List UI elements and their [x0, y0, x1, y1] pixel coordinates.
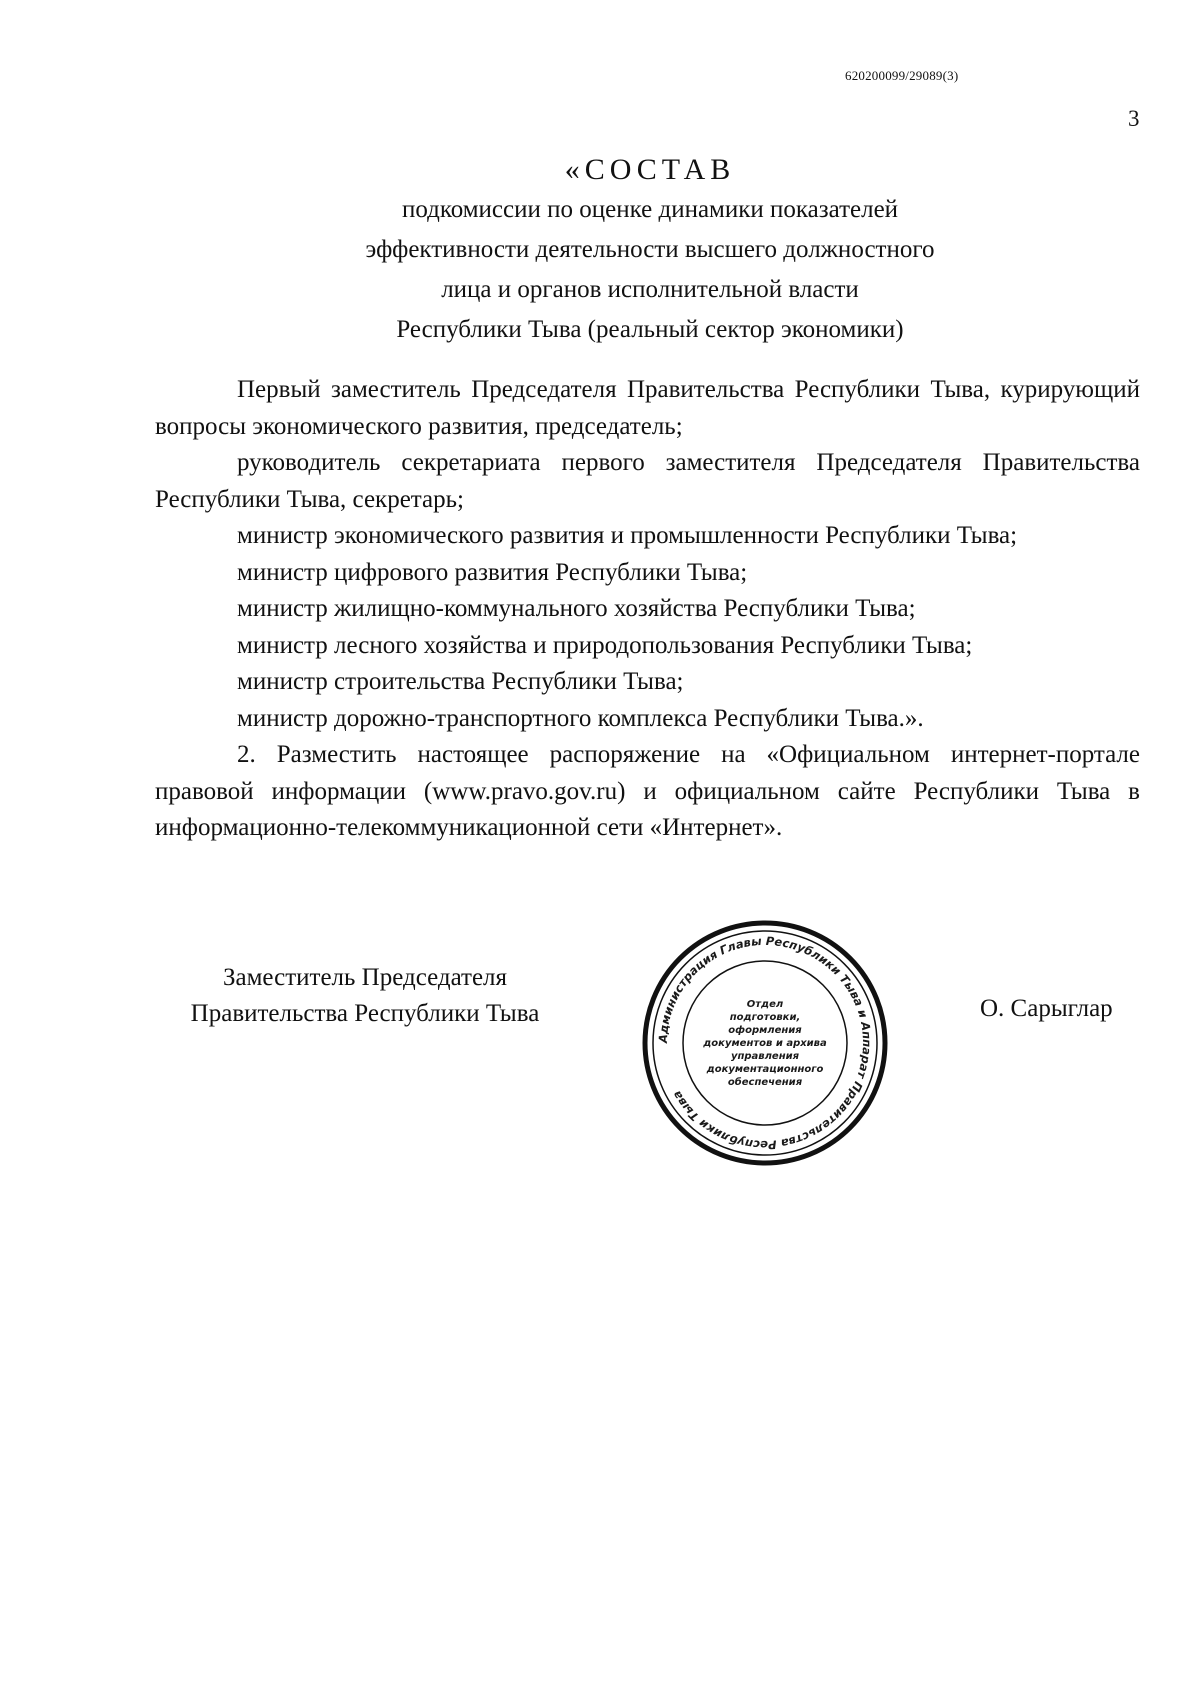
seal-center-line: оформления	[728, 1024, 802, 1036]
title-main: «СОСТАВ	[564, 153, 736, 186]
seal-center	[640, 918, 890, 1168]
body-paragraph: 2. Разместить настоящее распоряжение на «Официальном интернет-портале правовой информации (www.pravo.gov.ru) и официальном сайте Республики Тыва в информационно-телекоммуникационной сети «Интернет».	[155, 741, 1140, 841]
body-paragraph: министр жилищно-коммунального хозяйства Республики Тыва;	[237, 595, 916, 622]
title-block	[160, 150, 1140, 350]
signatory-position-line: Правительства Республики Тыва	[190, 1000, 540, 1027]
signatory-position	[160, 960, 570, 1032]
body-paragraph: руководитель секретариата первого заместителя Председателя Правительства Республики Тыва, секретарь;	[155, 449, 1140, 513]
document-body	[155, 372, 1140, 847]
body-paragraph: Первый заместитель Председателя Правительства Республики Тыва, курирующий вопросы экономического развития, председатель;	[155, 376, 1140, 440]
title-line: Республики Тыва (реальный сектор экономики)	[396, 316, 904, 343]
seal-center-line: обеспечения	[727, 1076, 803, 1088]
page-number: 3	[1128, 106, 1140, 131]
title-line: подкомиссии по оценке динамики показателей	[401, 196, 899, 223]
seal-ring-text: Администрация Главы Республики Тыва и Аппарат Правительства Республики Тыва	[655, 933, 875, 1153]
signatory-name: О. Сарыглар	[980, 995, 1113, 1022]
seal-center-line: Отдел	[746, 998, 784, 1010]
document-id: 620200099/29089(3)	[845, 68, 959, 83]
title-line: лица и органов исполнительной власти	[441, 276, 859, 303]
seal-center-line: управления	[730, 1050, 800, 1062]
signatory-position-line: Заместитель Председателя	[222, 964, 508, 991]
official-seal	[640, 918, 890, 1168]
seal-center-line: документов и архива	[703, 1037, 827, 1049]
title-line: эффективности деятельности высшего должностного	[365, 236, 935, 263]
body-paragraph: министр дорожно-транспортного комплекса Республики Тыва.».	[237, 704, 924, 732]
body-paragraph: министр цифрового развития Республики Тыва;	[237, 558, 748, 586]
body-paragraph: министр строительства Республики Тыва;	[237, 668, 684, 695]
seal-center-line: подготовки,	[729, 1011, 801, 1023]
seal-center-line: документационного	[706, 1063, 824, 1075]
body-paragraph: министр экономического развития и промышленности Республики Тыва;	[237, 522, 1018, 549]
body-paragraph: министр лесного хозяйства и природопользования Республики Тыва;	[237, 631, 973, 659]
